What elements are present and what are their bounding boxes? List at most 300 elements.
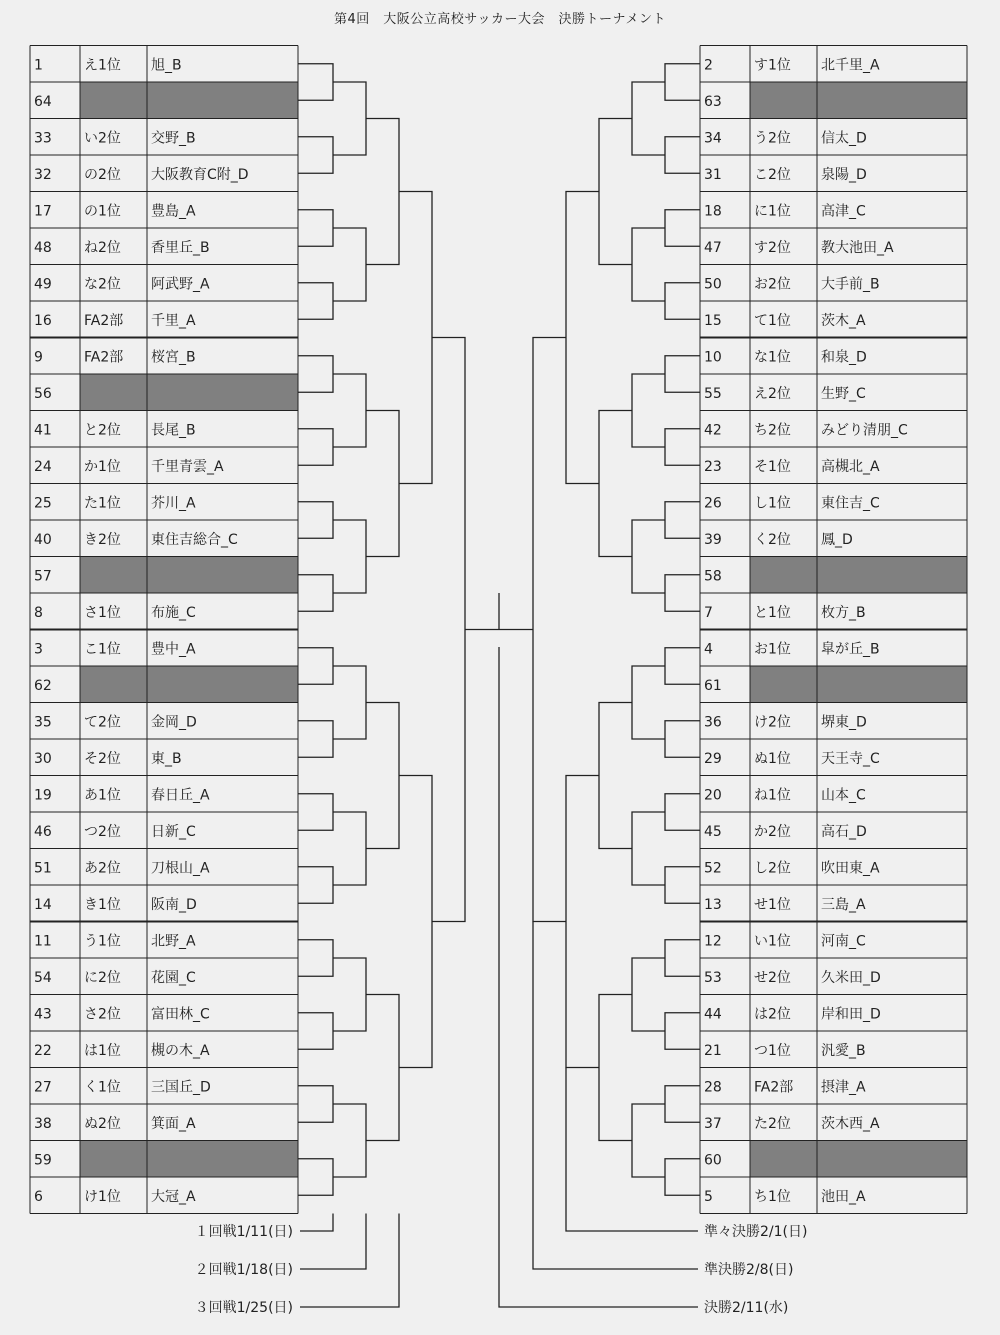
group-rank: い2位	[84, 130, 121, 147]
table-row	[30, 228, 298, 256]
group-rank: つ1位	[754, 1043, 791, 1059]
seed-number: 1	[34, 57, 43, 74]
group-rank: し2位	[754, 860, 791, 877]
team-name: 東_B	[151, 751, 182, 767]
table-row	[30, 995, 298, 1023]
bracket-connector-round-1	[665, 1159, 700, 1196]
bracket-connector-round-2	[632, 666, 665, 739]
table-row	[30, 703, 298, 731]
bracket-connector-round-2	[333, 958, 366, 1031]
team-name: 高槻北_A	[821, 459, 880, 475]
bracket-connector-round-3	[366, 411, 399, 557]
seed-number: 46	[34, 824, 52, 840]
bracket-connector-round-3	[366, 119, 399, 265]
seed-number: 30	[34, 751, 52, 767]
seed-number: 54	[34, 970, 52, 986]
bracket-connector-round-1	[665, 648, 700, 685]
group-rank: き1位	[84, 897, 121, 913]
bracket-connector-round-1	[665, 210, 700, 247]
bracket-connector-round-2	[333, 374, 366, 447]
bracket-connector-round-1	[665, 575, 700, 612]
seed-number: 31	[704, 167, 722, 183]
bracket-connector-round-1	[298, 210, 333, 247]
group-rank: け2位	[754, 714, 791, 731]
team-name: 金岡_D	[151, 714, 197, 731]
team-name: 高津_C	[821, 203, 866, 220]
table-row	[700, 338, 967, 366]
group-rank: FA2部	[754, 1079, 794, 1096]
team-name: 枚方_B	[821, 605, 866, 621]
team-name: 富田林_C	[151, 1006, 210, 1023]
team-name: 汎愛_B	[821, 1043, 866, 1059]
bracket-connector-round-1	[298, 575, 333, 612]
table-row	[30, 82, 298, 119]
table-row	[30, 484, 298, 512]
table-row	[700, 301, 967, 329]
group-rank: ち1位	[754, 1189, 791, 1205]
table-row	[30, 557, 298, 594]
group-rank: FA2部	[84, 349, 124, 366]
table-row	[700, 1104, 967, 1132]
round-date-label: ３回戦1/25(日)	[194, 1300, 293, 1316]
table-row	[700, 265, 967, 293]
group-rank: え1位	[84, 57, 121, 74]
team-name: 箕面_A	[151, 1116, 196, 1132]
table-row	[30, 849, 298, 877]
team-name: 布施_C	[151, 605, 196, 621]
table-row	[700, 82, 967, 119]
table-row	[700, 1141, 967, 1178]
group-rank: ね1位	[754, 787, 791, 804]
team-name: 大阪教育C附_D	[151, 167, 249, 183]
team-name: 摂津_A	[821, 1079, 866, 1096]
team-name: 日新_C	[151, 824, 196, 840]
team-name: 大手前_B	[821, 276, 880, 293]
seed-number: 44	[704, 1006, 722, 1023]
table-row	[700, 484, 967, 512]
group-rank: そ2位	[84, 751, 121, 767]
table-row	[30, 520, 298, 548]
group-rank: あ1位	[84, 787, 121, 804]
seed-number: 19	[34, 787, 52, 804]
team-name: 岸和田_D	[821, 1006, 881, 1023]
bracket-connector-round-1	[298, 283, 333, 320]
group-rank: て1位	[754, 313, 791, 329]
table-row	[30, 46, 298, 74]
group-rank: く2位	[754, 532, 791, 548]
table-row	[30, 411, 298, 439]
seed-number: 47	[704, 240, 722, 256]
group-rank: く1位	[84, 1079, 121, 1096]
team-name: 春日丘_A	[151, 787, 210, 804]
group-rank: え2位	[754, 386, 791, 402]
bracket-connector-round-3	[599, 703, 632, 849]
bracket-connector-round-1	[665, 721, 700, 758]
round-date-label: 準々決勝2/1(日)	[704, 1224, 808, 1240]
group-rank: ぬ1位	[754, 751, 791, 767]
team-name: 北千里_A	[821, 57, 880, 74]
team-name: 豊島_A	[151, 203, 196, 220]
group-rank: に1位	[754, 203, 791, 220]
team-name: 北野_A	[151, 933, 196, 950]
team-name: 三国丘_D	[151, 1079, 211, 1096]
seed-number: 25	[34, 495, 52, 512]
bracket-connector-round-2	[333, 228, 366, 301]
group-rank: け1位	[84, 1189, 121, 1205]
team-name: 河南_C	[821, 933, 866, 950]
team-name: 茨木西_A	[821, 1116, 880, 1132]
bracket-connector-round-2	[632, 1104, 665, 1177]
seed-number: 43	[34, 1006, 52, 1023]
bracket-connector-round-1	[298, 1159, 333, 1196]
team-name: 東住吉_C	[821, 495, 880, 512]
bracket-connector-round-5	[432, 338, 465, 922]
group-rank: の2位	[84, 167, 121, 183]
group-rank: は1位	[84, 1043, 121, 1059]
bracket-connector-round-1	[665, 137, 700, 174]
bracket-connector-round-3	[366, 703, 399, 849]
round-note-leader	[300, 1214, 399, 1308]
seed-number: 28	[704, 1079, 722, 1096]
team-name: 阿武野_A	[151, 276, 210, 293]
group-rank: た2位	[754, 1116, 791, 1132]
table-row	[700, 812, 967, 840]
bracket-connector-round-1	[665, 64, 700, 101]
seed-number: 7	[704, 605, 713, 621]
round-note-leader	[300, 1214, 333, 1232]
bracket-connector-round-1	[665, 940, 700, 977]
table-row	[30, 119, 298, 147]
bracket-connector-round-2	[632, 520, 665, 593]
group-rank: し1位	[754, 495, 791, 512]
empty-slot-cell	[80, 557, 298, 594]
bracket-connector-round-3	[366, 995, 399, 1141]
team-name: 信太_D	[821, 130, 867, 147]
table-row	[700, 666, 967, 703]
group-rank: せ1位	[754, 897, 791, 913]
round-date-label: 準決勝2/8(日)	[704, 1262, 794, 1278]
team-name: 池田_A	[821, 1189, 866, 1205]
seed-number: 8	[34, 605, 43, 621]
seed-number: 36	[704, 714, 722, 731]
table-row	[30, 1177, 298, 1205]
group-rank: そ1位	[754, 459, 791, 475]
seed-number: 20	[704, 787, 722, 804]
team-name: 阪南_D	[151, 897, 197, 913]
table-row	[700, 374, 967, 402]
seed-number: 33	[34, 130, 52, 147]
table-row	[700, 995, 967, 1023]
page-title: 第4回 大阪公立高校サッカー大会 決勝トーナメント	[334, 12, 666, 27]
team-name: 山本_C	[821, 787, 866, 804]
bracket-connector-round-1	[665, 502, 700, 539]
team-name: 長尾_B	[151, 422, 196, 439]
bracket-connector-round-4	[566, 192, 599, 484]
empty-slot-cell	[750, 557, 967, 594]
table-row	[30, 922, 298, 950]
seed-number: 13	[704, 897, 722, 913]
seed-number: 6	[34, 1189, 43, 1205]
seed-number: 45	[704, 824, 722, 840]
table-row	[30, 593, 298, 621]
bracket-connector-round-2	[333, 1104, 366, 1177]
bracket-connector-round-1	[298, 1013, 333, 1050]
round-date-label: １回戦1/11(日)	[194, 1224, 293, 1240]
seed-number: 15	[704, 313, 722, 329]
table-row	[700, 447, 967, 475]
table-row	[700, 1031, 967, 1059]
seed-number: 11	[34, 933, 52, 950]
team-name: 和泉_D	[821, 349, 867, 366]
table-row	[30, 265, 298, 293]
seed-number: 22	[34, 1043, 52, 1059]
bracket-connector-round-5	[533, 338, 566, 922]
empty-slot-cell	[80, 82, 298, 119]
group-rank: さ1位	[84, 605, 121, 621]
group-rank: と1位	[754, 605, 791, 621]
team-name: みどり清朋_C	[821, 422, 908, 439]
seed-number: 64	[34, 94, 52, 110]
bracket-connector-round-2	[632, 228, 665, 301]
table-row	[30, 776, 298, 804]
bracket-connector-round-3	[599, 119, 632, 265]
group-rank: FA2部	[84, 313, 124, 329]
seed-number: 23	[704, 459, 722, 475]
seed-number: 32	[34, 167, 52, 183]
table-row	[30, 958, 298, 986]
group-rank: の1位	[84, 203, 121, 220]
team-name: 高石_D	[821, 824, 867, 840]
seed-number: 62	[34, 678, 52, 694]
table-row	[30, 1141, 298, 1178]
seed-number: 21	[704, 1043, 722, 1059]
bracket-connector-round-1	[298, 1086, 333, 1123]
group-rank: す2位	[754, 240, 791, 256]
bracket-connector-round-2	[632, 812, 665, 885]
bracket-connector-round-2	[632, 82, 665, 155]
team-name: 泉陽_D	[821, 167, 867, 183]
seed-number: 5	[704, 1189, 713, 1205]
seed-number: 63	[704, 94, 722, 110]
seed-number: 27	[34, 1079, 52, 1096]
group-rank: う1位	[84, 933, 121, 950]
group-rank: つ2位	[84, 824, 121, 840]
team-name: 桜宮_B	[151, 349, 196, 366]
group-rank: す1位	[754, 57, 791, 74]
team-name: 千里青雲_A	[151, 459, 224, 475]
table-row	[30, 1104, 298, 1132]
seed-number: 42	[704, 422, 722, 439]
seed-number: 55	[704, 386, 722, 402]
seed-number: 9	[34, 349, 43, 366]
bracket-connector-round-1	[298, 867, 333, 904]
empty-slot-cell	[750, 82, 967, 119]
table-row	[700, 776, 967, 804]
seed-number: 57	[34, 568, 52, 585]
team-name: 千里_A	[151, 313, 196, 329]
seed-number: 26	[704, 495, 722, 512]
empty-slot-cell	[750, 1141, 967, 1178]
table-row	[700, 119, 967, 147]
table-row	[30, 630, 298, 658]
seed-number: 40	[34, 532, 52, 548]
group-rank: ち2位	[754, 422, 791, 439]
bracket-connector-round-1	[298, 721, 333, 758]
team-name: 天王寺_C	[821, 751, 880, 767]
left-team-table	[30, 46, 298, 1214]
empty-slot-cell	[80, 1141, 298, 1178]
group-rank: こ1位	[84, 641, 121, 658]
round-date-label: ２回戦1/18(日)	[194, 1262, 293, 1278]
seed-number: 3	[34, 641, 43, 658]
table-row	[700, 739, 967, 767]
team-name: 堺東_D	[821, 714, 867, 731]
table-row	[30, 155, 298, 183]
team-name: 旭_B	[151, 57, 182, 74]
bracket-connector-round-4	[566, 776, 599, 1068]
table-row	[700, 1177, 967, 1205]
bracket-connector-round-1	[298, 356, 333, 393]
table-row	[700, 192, 967, 220]
group-rank: は2位	[754, 1006, 791, 1023]
bracket-connector-round-4	[399, 192, 432, 484]
group-rank: に2位	[84, 970, 121, 986]
table-row	[700, 411, 967, 439]
bracket-connector-round-2	[333, 82, 366, 155]
seed-number: 17	[34, 203, 52, 220]
bracket-connector-round-1	[298, 648, 333, 685]
bracket-connector-round-1	[665, 1013, 700, 1050]
group-rank: た1位	[84, 495, 121, 512]
seed-number: 2	[704, 57, 713, 74]
bracket-connector-round-1	[298, 429, 333, 466]
seed-number: 14	[34, 897, 52, 913]
bracket-connector-round-4	[399, 776, 432, 1068]
bracket-connector-round-3	[599, 995, 632, 1141]
right-team-table	[700, 46, 967, 1214]
seed-number: 58	[704, 568, 722, 585]
table-row	[700, 557, 967, 594]
seed-number: 56	[34, 386, 52, 402]
group-rank: さ2位	[84, 1006, 121, 1023]
bracket-connector-round-1	[298, 794, 333, 831]
table-row	[700, 849, 967, 877]
table-row	[30, 338, 298, 366]
team-name: 久米田_D	[821, 970, 881, 986]
bracket-connector-round-1	[665, 356, 700, 393]
seed-number: 10	[704, 349, 722, 366]
group-rank: い1位	[754, 933, 791, 950]
bracket-connector-round-2	[333, 812, 366, 885]
team-name: 豊中_A	[151, 641, 196, 658]
bracket-connector-round-1	[665, 283, 700, 320]
round-date-label: 決勝2/11(水)	[704, 1300, 789, 1316]
bracket-connector-round-1	[298, 940, 333, 977]
seed-number: 16	[34, 313, 52, 329]
team-name: 茨木_A	[821, 313, 866, 329]
seed-number: 49	[34, 276, 52, 293]
table-row	[700, 228, 967, 256]
team-name: 花園_C	[151, 970, 196, 986]
seed-number: 4	[704, 641, 713, 658]
group-rank: な2位	[84, 276, 121, 293]
seed-number: 12	[704, 933, 722, 950]
bracket-connector-round-1	[665, 794, 700, 831]
bracket-connector-round-1	[665, 1086, 700, 1123]
team-name: 槻の木_A	[151, 1043, 210, 1059]
table-row	[700, 885, 967, 913]
seed-number: 35	[34, 714, 52, 731]
group-rank: う2位	[754, 130, 791, 147]
group-rank: せ2位	[754, 970, 791, 986]
group-rank: こ2位	[754, 167, 791, 183]
seed-number: 18	[704, 203, 722, 220]
team-name: 香里丘_B	[151, 240, 210, 256]
seed-number: 37	[704, 1116, 722, 1132]
team-name: 芥川_A	[151, 495, 196, 512]
empty-slot-cell	[750, 666, 967, 703]
table-row	[30, 192, 298, 220]
seed-number: 41	[34, 422, 52, 439]
group-rank: て2位	[84, 714, 121, 731]
group-rank: お1位	[754, 641, 791, 658]
seed-number: 51	[34, 860, 52, 877]
seed-number: 29	[704, 751, 722, 767]
table-row	[700, 703, 967, 731]
table-row	[700, 155, 967, 183]
bracket-connector-round-3	[599, 411, 632, 557]
team-name: 大冠_A	[151, 1189, 196, 1205]
team-name: 皐が丘_B	[821, 641, 880, 658]
seed-number: 53	[704, 970, 722, 986]
seed-number: 24	[34, 459, 52, 475]
table-row	[700, 922, 967, 950]
group-rank: お2位	[754, 276, 791, 293]
table-row	[30, 447, 298, 475]
seed-number: 50	[704, 276, 722, 293]
bracket-connector-round-1	[665, 429, 700, 466]
table-row	[700, 46, 967, 74]
round-date-notes	[195, 1224, 808, 1316]
seed-number: 38	[34, 1116, 52, 1132]
bracket-connector-round-2	[632, 374, 665, 447]
table-row	[700, 958, 967, 986]
empty-slot-cell	[80, 374, 298, 411]
table-row	[30, 666, 298, 703]
seed-number: 59	[34, 1152, 52, 1169]
seed-number: 48	[34, 240, 52, 256]
bracket-connector-round-2	[632, 958, 665, 1031]
team-name: 三島_A	[821, 897, 866, 913]
team-name: 生野_C	[821, 386, 866, 402]
table-row	[700, 630, 967, 658]
bracket-connector-round-2	[333, 520, 366, 593]
empty-slot-cell	[80, 666, 298, 703]
bracket-lines	[298, 64, 700, 1307]
seed-number: 61	[704, 678, 722, 694]
team-name: 教大池田_A	[821, 240, 894, 256]
group-rank: か2位	[754, 824, 791, 840]
group-rank: あ2位	[84, 860, 121, 877]
round-note-leader	[533, 922, 698, 1270]
bracket-connector-round-2	[333, 666, 366, 739]
table-row	[700, 1068, 967, 1096]
seed-number: 60	[704, 1152, 722, 1169]
table-row	[700, 520, 967, 548]
team-name: 交野_B	[151, 130, 196, 147]
group-rank: き2位	[84, 532, 121, 548]
group-rank: な1位	[754, 349, 791, 366]
